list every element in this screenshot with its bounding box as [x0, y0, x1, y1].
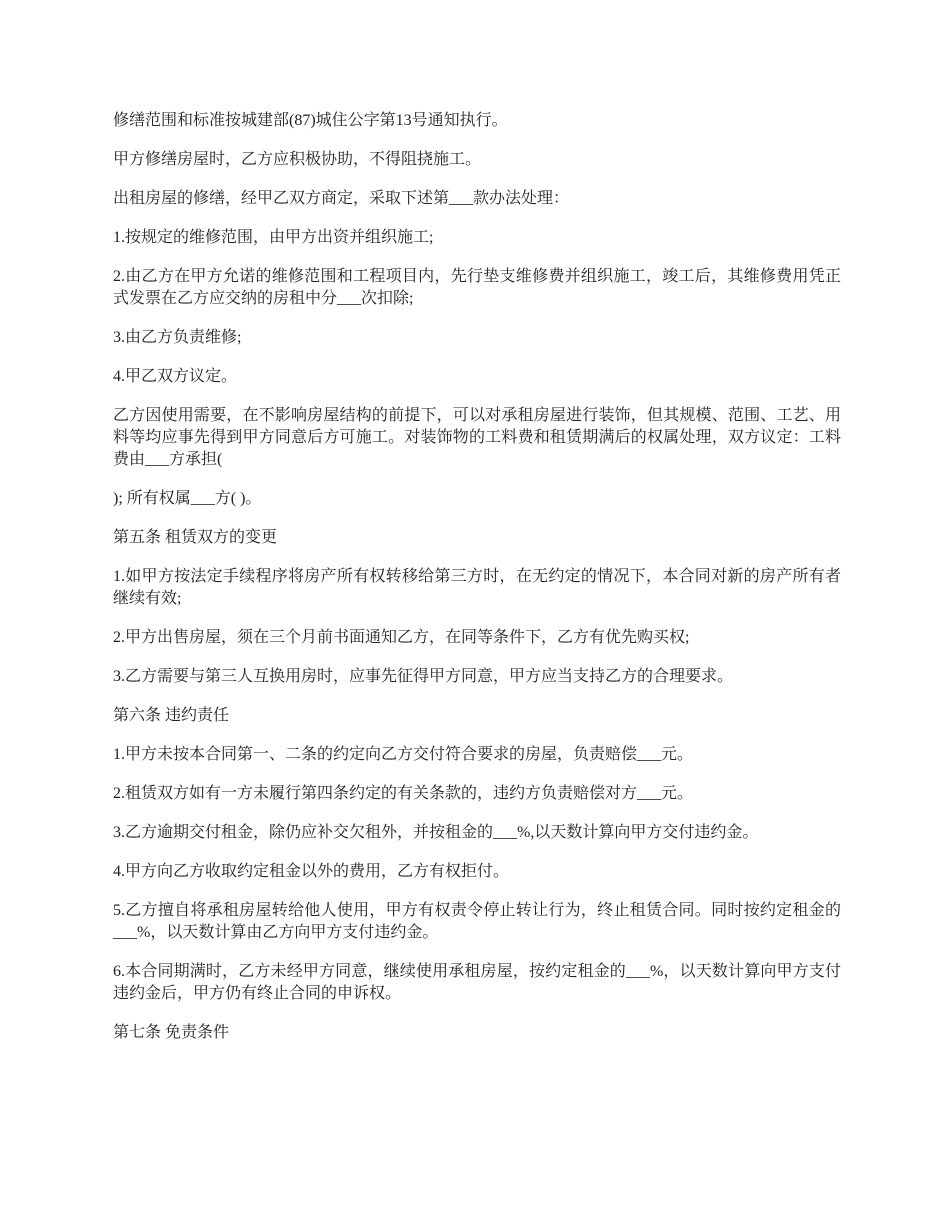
paragraph-breach-2: 2.租赁双方如有一方未履行第四条约定的有关条款的，违约方负责赔偿对方___元。 — [113, 785, 694, 802]
document-body — [113, 110, 841, 1061]
paragraph-repair-option-2: 2.由乙方在甲方允诺的维修范围和工程项目内，先行垫支维修费并组织施工，竣工后，其维修费用凭正式发票在乙方应交纳的房租中分___次扣除; — [113, 268, 841, 307]
paragraph-change-2: 2.甲方出售房屋，须在三个月前书面通知乙方，在同等条件下，乙方有优先购买权; — [113, 629, 690, 646]
section-heading-article-6: 第六条 违约责任 — [113, 707, 230, 724]
paragraph-repair-option-1: 1.按规定的维修范围，由甲方出资并组织施工; — [113, 229, 434, 246]
paragraph-ownership: ); 所有权属___方( )。 — [113, 490, 262, 507]
paragraph-breach-5: 5.乙方擅自将承租房屋转给他人使用，甲方有权责令停止转让行为，终止租赁合同。同时按约定租金的___%，以天数计算由乙方向甲方支付违约金。 — [113, 902, 841, 941]
section-heading-article-5: 第五条 租赁双方的变更 — [113, 529, 278, 546]
section-heading-article-7: 第七条 免责条件 — [113, 1024, 230, 1041]
paragraph-breach-1: 1.甲方未按本合同第一、二条的约定向乙方交付符合要求的房屋，负责赔偿___元。 — [113, 746, 694, 763]
paragraph-change-3: 3.乙方需要与第三人互换用房时，应事先征得甲方同意，甲方应当支持乙方的合理要求。 — [113, 668, 734, 685]
paragraph-breach-6: 6.本合同期满时，乙方未经甲方同意，继续使用承租房屋，按约定租金的___%，以天数计算向甲方支付违约金后，甲方仍有终止合同的申诉权。 — [113, 963, 841, 1002]
paragraph-breach-3: 3.乙方逾期交付租金，除仍应补交欠租外，并按租金的___%,以天数计算向甲方交付违约金。 — [113, 824, 759, 841]
paragraph-change-1: 1.如甲方按法定手续程序将房产所有权转移给第三方时，在无约定的情况下，本合同对新的房产所有者继续有效; — [113, 568, 841, 607]
paragraph-repair-scope: 修缮范围和标准按城建部(87)城住公字第13号通知执行。 — [113, 112, 508, 129]
paragraph-repair-method: 出租房屋的修缮，经甲乙双方商定，采取下述第___款办法处理： — [113, 190, 570, 207]
paragraph-repair-option-4: 4.甲乙双方议定。 — [113, 368, 238, 385]
paragraph-repair-option-3: 3.由乙方负责维修; — [113, 329, 242, 346]
paragraph-decoration: 乙方因使用需要，在不影响房屋结构的前提下，可以对承租房屋进行装饰，但其规模、范围、工艺、用料等均应事先得到甲方同意后方可施工。对装饰物的工料费和租赁期满后的权属处理，双方议定：工料费由___方承担( — [113, 407, 841, 468]
paragraph-breach-4: 4.甲方向乙方收取约定租金以外的费用，乙方有权拒付。 — [113, 863, 510, 880]
paragraph-cooperate-repair: 甲方修缮房屋时，乙方应积极协助，不得阻挠施工。 — [113, 151, 482, 168]
